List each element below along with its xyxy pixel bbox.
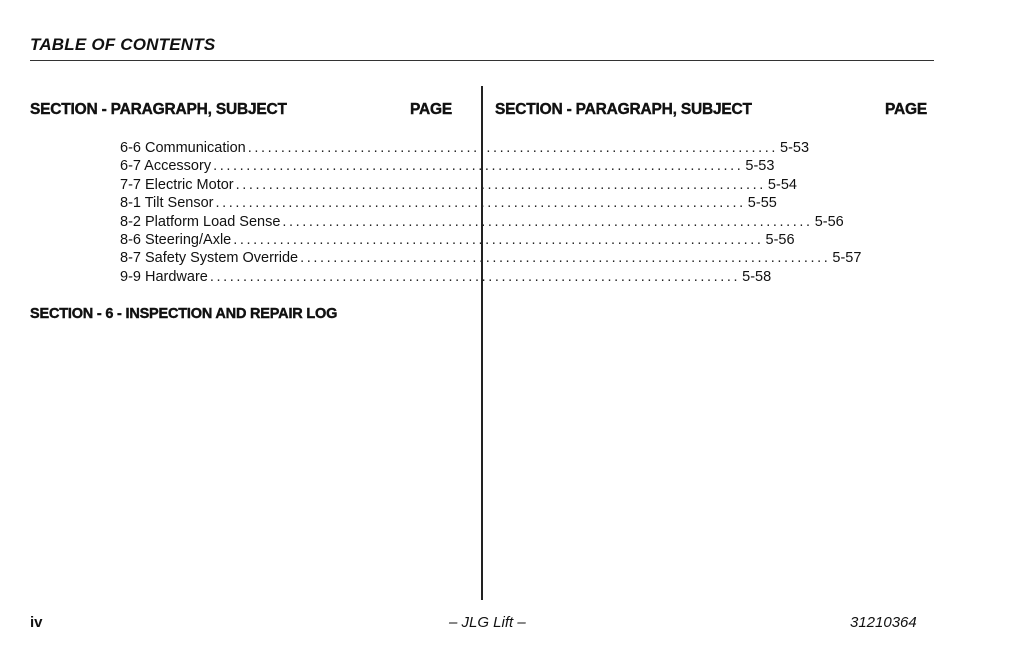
- toc-dot-leader: ................................................................................: [282, 213, 813, 230]
- toc-entry-title: 7-7 Electric Motor: [120, 176, 234, 193]
- toc-dot-leader: ................................................................................: [233, 231, 764, 248]
- toc-entry[interactable]: [120, 157, 775, 175]
- toc-entry-list: [120, 139, 862, 286]
- toc-dot-leader: ................................................................................: [213, 158, 744, 175]
- toc-entry-title: 8-1 Tilt Sensor: [120, 195, 214, 212]
- toc-entry-page: 5-58: [742, 268, 772, 285]
- section-heading-inspection-repair-log[interactable]: SECTION - 6 - INSPECTION AND REPAIR LOG: [30, 306, 338, 322]
- page-header-title: TABLE OF CONTENTS: [30, 35, 216, 54]
- toc-dot-leader: ................................................................................: [247, 140, 779, 156]
- toc-entry-page: 5-55: [747, 195, 777, 212]
- footer-document-number: 31210364: [850, 614, 917, 631]
- toc-entry-page: 5-56: [814, 213, 844, 230]
- toc-entry-title: 9-9 Hardware: [120, 268, 208, 285]
- toc-entry-title: 8-2 Platform Load Sense: [120, 213, 281, 230]
- toc-entry[interactable]: [120, 249, 862, 267]
- toc-entry-page: 5-53: [745, 158, 775, 175]
- toc-dot-leader: ................................................................................: [215, 195, 746, 212]
- toc-entry-page: 5-57: [832, 250, 862, 267]
- toc-entry[interactable]: [120, 231, 795, 249]
- toc-entry-title: 8-7 Safety System Override: [120, 250, 299, 267]
- left-column-subject-heading: SECTION - PARAGRAPH, SUBJECT: [30, 101, 287, 118]
- footer-center-text: – JLG Lift –: [449, 614, 526, 631]
- toc-entry[interactable]: [120, 213, 844, 231]
- header-rule: [30, 60, 934, 61]
- toc-dot-leader: ................................................................................: [300, 250, 831, 267]
- right-column-page-heading: PAGE: [885, 101, 927, 118]
- toc-dot-leader: ................................................................................: [209, 268, 741, 285]
- left-column-page-heading: PAGE: [410, 101, 452, 118]
- toc-entry-page: 5-56: [765, 231, 795, 248]
- toc-entry-title: 8-6 Steering/Axle: [120, 231, 232, 248]
- right-column-subject-heading: SECTION - PARAGRAPH, SUBJECT: [495, 101, 752, 118]
- toc-dot-leader: ................................................................................: [235, 176, 766, 193]
- toc-entry-page: 5-53: [780, 140, 810, 156]
- footer-page-number: iv: [30, 614, 43, 631]
- toc-entry[interactable]: [120, 268, 772, 286]
- toc-entry[interactable]: [120, 139, 810, 157]
- toc-entry-page: 5-54: [767, 176, 797, 193]
- toc-entry[interactable]: [120, 194, 777, 212]
- toc-entry[interactable]: [120, 176, 797, 194]
- toc-entry-title: 6-7 Accessory: [120, 158, 212, 175]
- toc-entry-title: 6-6 Communication: [120, 140, 246, 156]
